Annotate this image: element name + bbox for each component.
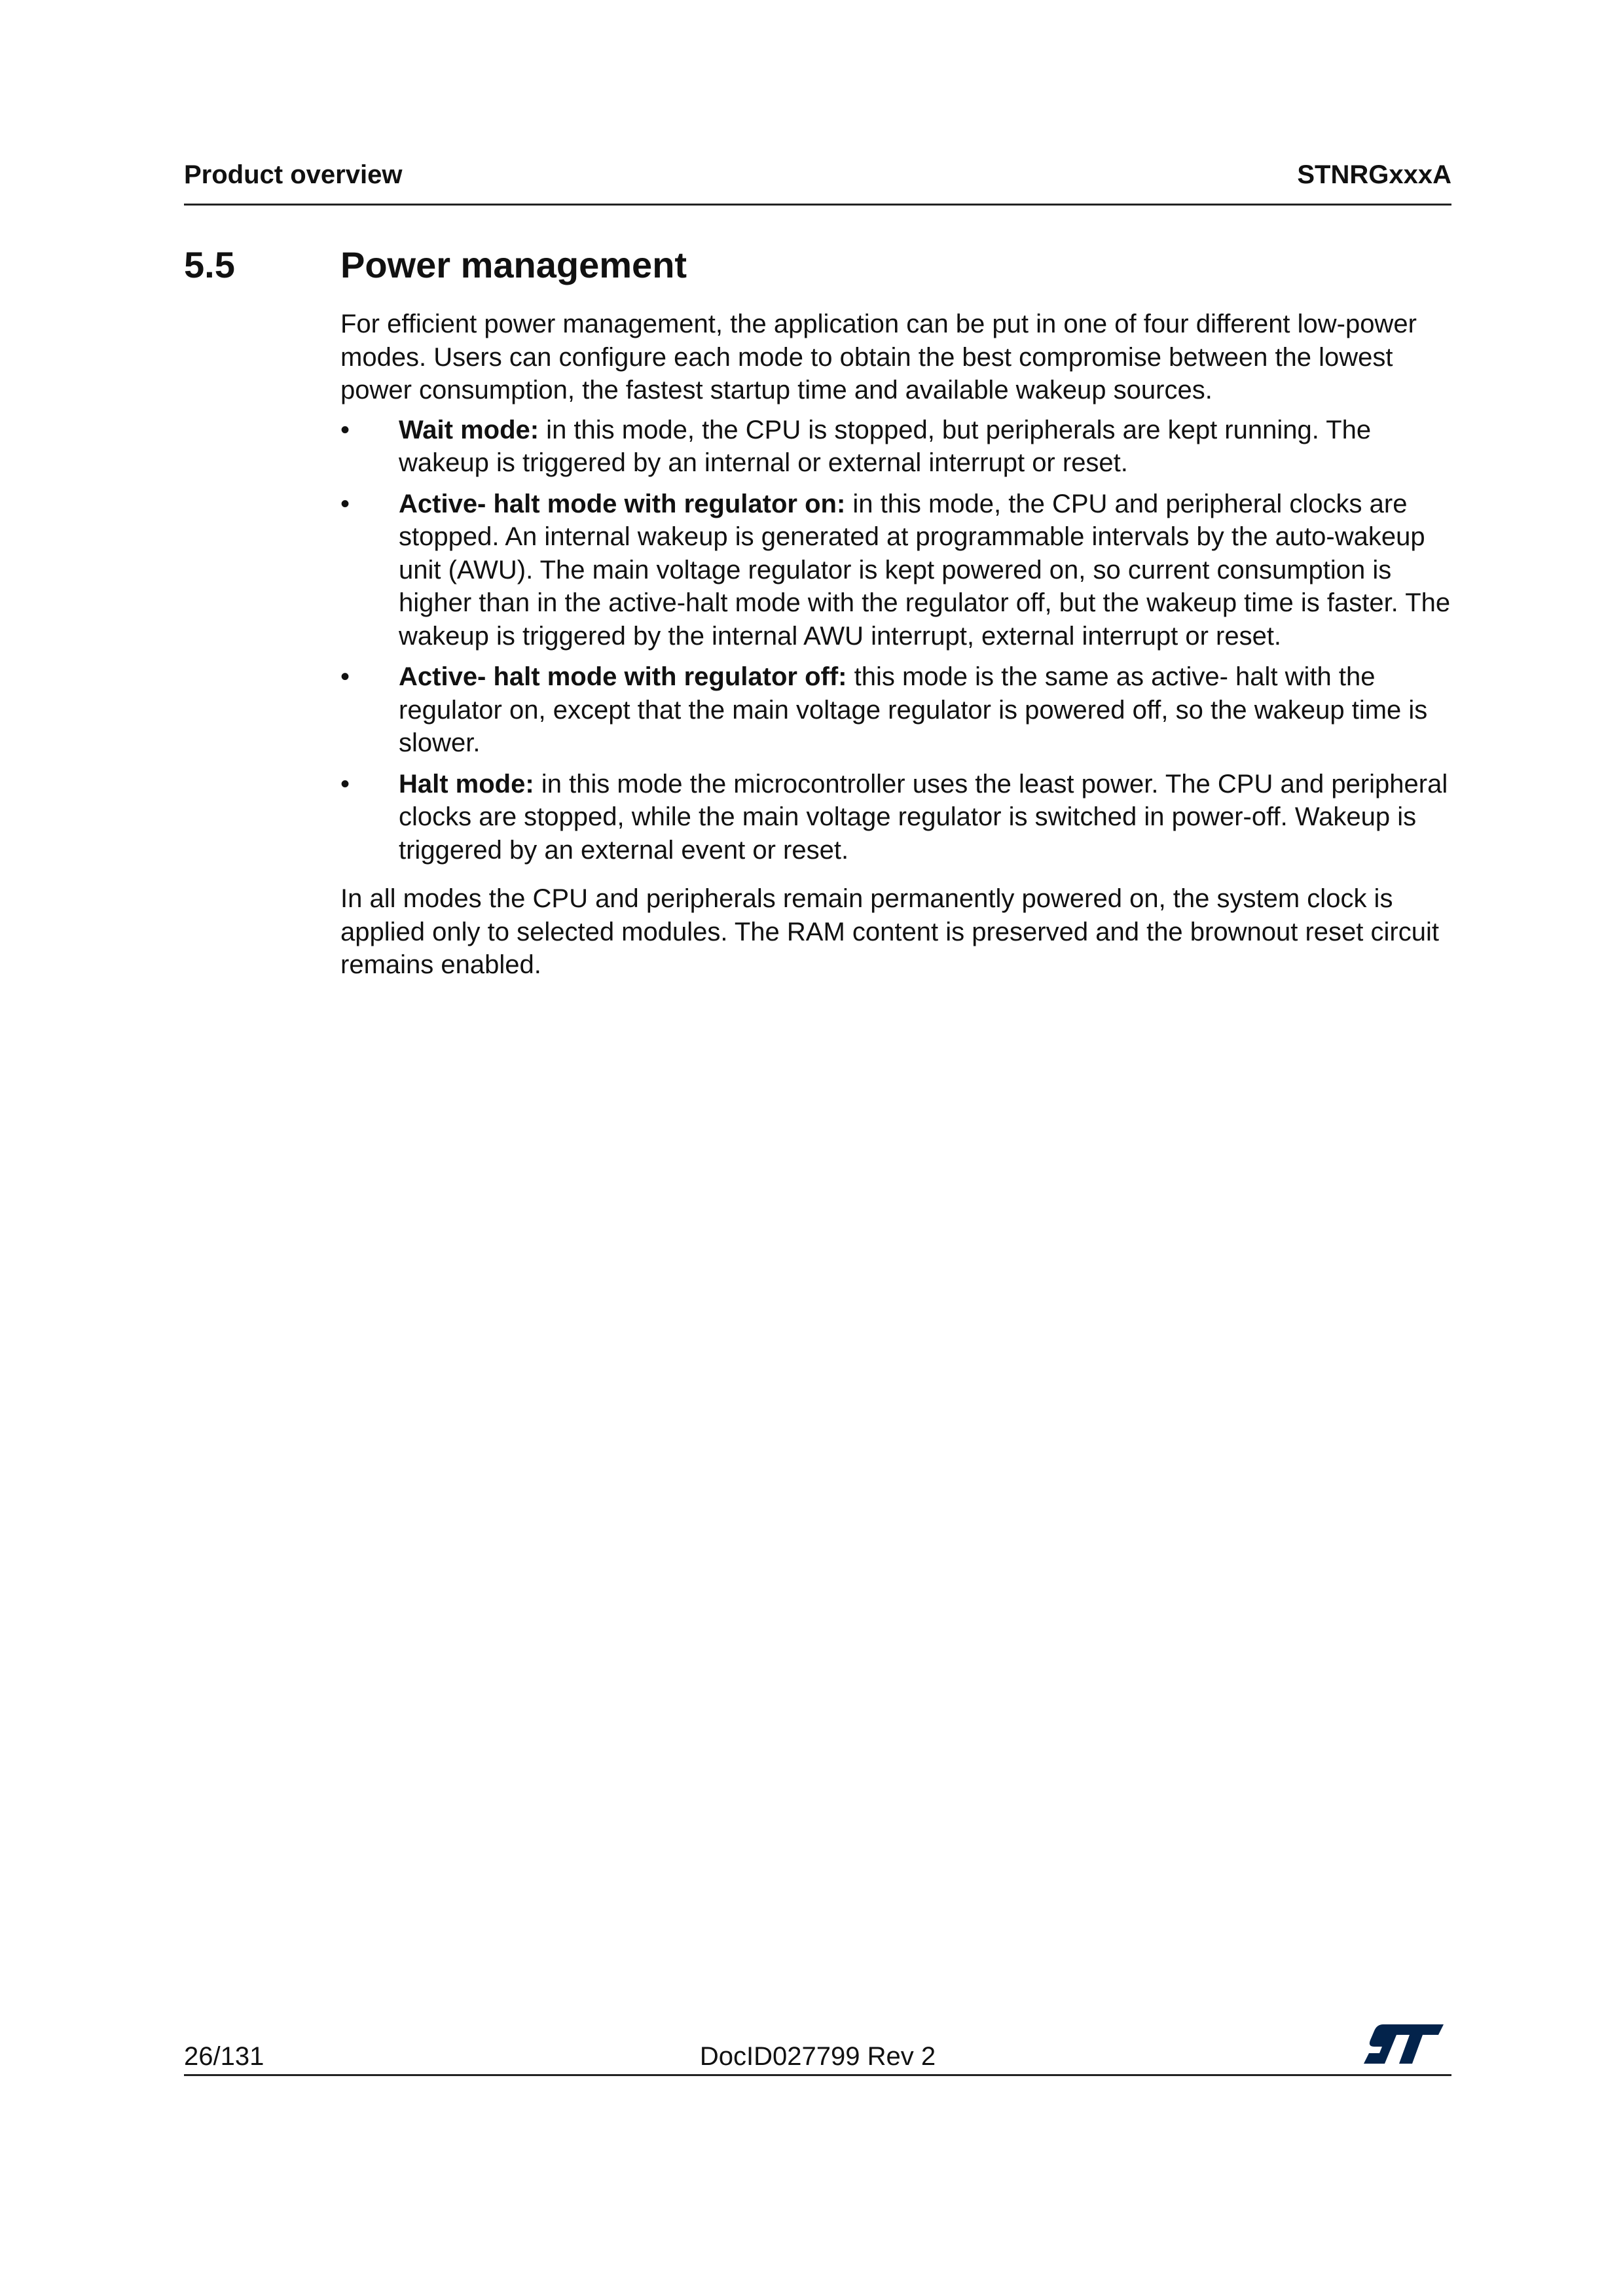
list-item-wait-mode (340, 414, 1453, 480)
section-body (340, 308, 1453, 982)
bullet-text: in this mode, the CPU and peripheral clocks are stopped. An internal wakeup is generated at programmable intervals by the auto-wakeup unit (AWU). The main voltage regulator is kept powered on, so current consumption is higher than in the active-halt mode with the regulator off, but the wakeup time is faster. The wakeup is triggered by the internal AWU interrupt, external interrupt or reset. (399, 489, 1451, 651)
header-product-name: STNRGxxxA (1297, 160, 1451, 189)
logo-shape (1364, 2024, 1444, 2064)
bullet-icon: • (340, 769, 350, 798)
list-item-active-halt-regulator-off (340, 660, 1453, 760)
bullet-icon: • (340, 662, 350, 691)
bullet-term: Active- halt mode with regulator on: (399, 489, 846, 518)
bullet-term: Halt mode: (399, 769, 534, 798)
list-item-active-halt-regulator-on (340, 488, 1453, 653)
document-id: DocID027799 Rev 2 (699, 2042, 936, 2071)
bullet-icon: • (340, 415, 350, 444)
bullet-text: in this mode the microcontroller uses the least power. The CPU and peripheral clocks are stopped, while the main voltage regulator is switched in power-off. Wakeup is triggered by an external event or reset. (399, 769, 1448, 865)
bullet-text: this mode is the same as active- halt with the regulator on, except that the main voltage regulator is powered off, so the wakeup time is slower. (399, 662, 1428, 757)
bullet-text: in this mode, the CPU is stopped, but peripherals are kept running. The wakeup is triggered by an internal or external interrupt or reset. (399, 415, 1372, 477)
bullet-icon: • (340, 489, 350, 518)
page-header (184, 158, 1451, 206)
header-section-label: Product overview (184, 160, 403, 189)
bullet-term: Active- halt mode with regulator off: (399, 662, 847, 691)
closing-paragraph: In all modes the CPU and peripherals remain permanently powered on, the system clock is applied only to selected modules. The RAM content is preserved and the brownout reset circuit remains enabled. (340, 884, 1439, 979)
section-title: Power management (340, 244, 687, 285)
intro-paragraph: For efficient power management, the application can be put in one of four different low-power modes. Users can configure each mode to obtain the best compromise between the lowest power consumption, the fastest startup time and available wakeup sources. (340, 310, 1417, 404)
st-logo-icon (1362, 2022, 1445, 2066)
bullet-term: Wait mode: (399, 415, 539, 444)
page-footer (184, 2019, 1451, 2076)
section-number: 5.5 (184, 244, 235, 285)
power-mode-list (340, 414, 1453, 867)
page-number: 26/131 (184, 2042, 264, 2071)
list-item-halt-mode (340, 768, 1453, 867)
